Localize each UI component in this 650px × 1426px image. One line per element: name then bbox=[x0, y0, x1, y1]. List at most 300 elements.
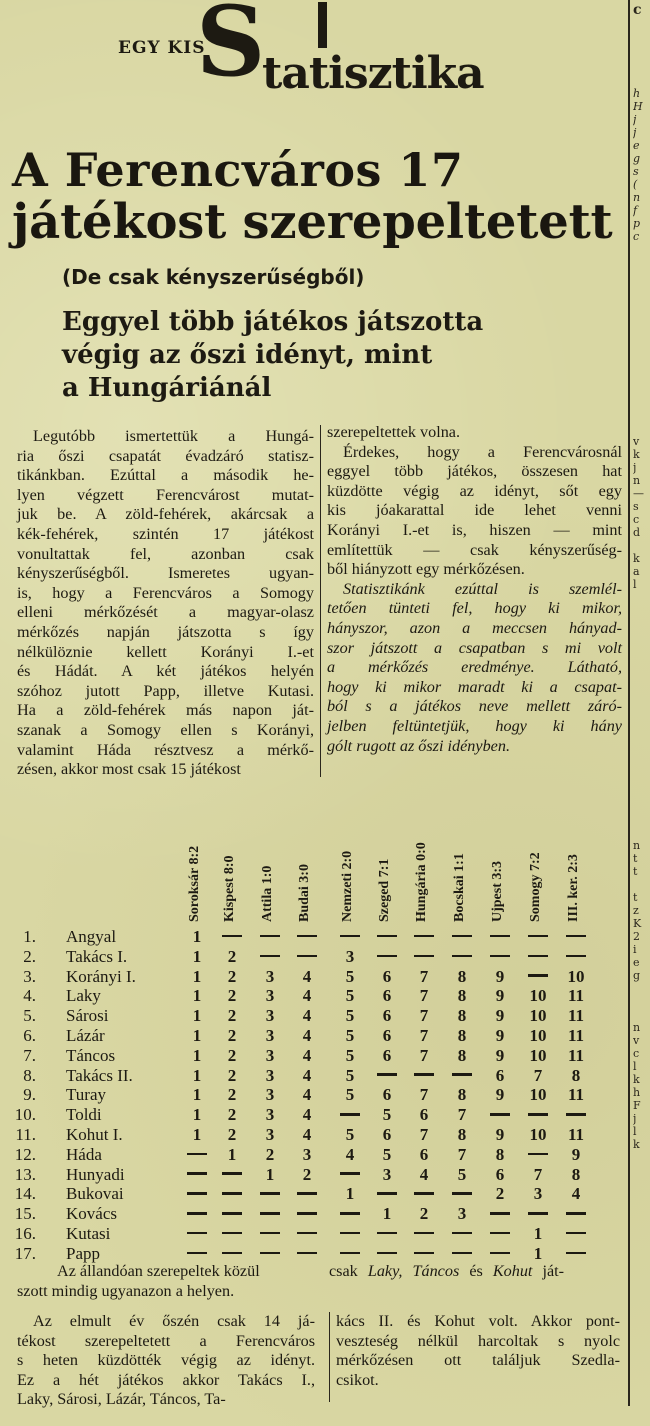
appearance-count: 1 bbox=[192, 1065, 202, 1085]
dash-mark bbox=[490, 955, 510, 958]
text-line: Korányi I.-et is, hiszen — mint bbox=[327, 520, 622, 539]
table-row bbox=[0, 1006, 628, 1026]
absent-dash bbox=[409, 927, 439, 947]
appearance-count: 7 bbox=[419, 1026, 429, 1045]
masthead-kicker-word: tatisztika bbox=[262, 48, 484, 99]
dash-mark bbox=[566, 1252, 586, 1255]
appearance-count: 7 bbox=[533, 1065, 543, 1085]
appearance-count: 8 bbox=[571, 1164, 581, 1184]
dash-mark bbox=[452, 1073, 472, 1076]
appearance-count: 8 bbox=[457, 1125, 467, 1144]
appearance-count: 8 bbox=[457, 966, 467, 986]
player-name: Lázár bbox=[66, 1026, 105, 1045]
row-number: 3. bbox=[23, 966, 36, 986]
text-line: kék-fehérek, szintén 17 játékost bbox=[17, 524, 314, 543]
row-number: 13. bbox=[14, 1164, 36, 1184]
text-line: hányszor, azon a meccsen hányad- bbox=[327, 618, 622, 637]
text-line: valamint Háda résztvesz a mérkő- bbox=[17, 740, 314, 759]
appearance-count: 6 bbox=[382, 1006, 392, 1026]
text-line: s heten küzdötték végig az idényt. bbox=[17, 1351, 315, 1370]
dash-mark bbox=[452, 955, 472, 958]
column-header-label: Hungária 0:0 bbox=[414, 842, 429, 922]
dash-mark bbox=[187, 1252, 207, 1255]
appearance-count: 2 bbox=[227, 1026, 237, 1045]
column-header bbox=[299, 822, 315, 922]
absent-dash bbox=[409, 1184, 439, 1204]
appearance-count: 2 bbox=[227, 966, 237, 986]
neighbor-fragment: n bbox=[633, 191, 641, 204]
masthead-kicker-small: EGY KIS bbox=[118, 38, 206, 58]
absent-dash bbox=[255, 927, 285, 947]
absent-dash bbox=[182, 1184, 212, 1204]
player-name: Kohut I. bbox=[66, 1125, 123, 1144]
appearance-count: 9 bbox=[495, 1125, 505, 1144]
text-line: nélkülöznie kellett Korányi I.-et bbox=[17, 642, 314, 661]
neighbor-fragment: n bbox=[633, 839, 641, 852]
absent-dash bbox=[447, 927, 477, 947]
absent-dash bbox=[217, 1165, 247, 1185]
neighbor-fragment: l bbox=[633, 1060, 637, 1073]
player-name: Laky bbox=[66, 986, 101, 1006]
appearance-count: 7 bbox=[457, 1144, 467, 1164]
neighbor-fragment: l bbox=[633, 1125, 637, 1138]
absent-dash bbox=[447, 947, 477, 967]
text-line: szor játszott a csapatban s mi volt bbox=[327, 638, 622, 657]
text-line: Az elmult év őszén csak 14 já- bbox=[33, 1312, 315, 1330]
table-row bbox=[0, 1066, 628, 1086]
neighbor-fragment: l bbox=[633, 578, 637, 591]
appearance-count: 3 bbox=[265, 966, 275, 986]
column-header-label: Attila 1:0 bbox=[260, 865, 275, 922]
column-header-label: Budai 3:0 bbox=[297, 864, 312, 922]
appearance-count: 7 bbox=[419, 1045, 429, 1065]
neighbor-fragment: n bbox=[633, 474, 641, 487]
note-text: Az állandóan szerepeltek közül bbox=[57, 1262, 260, 1280]
absent-dash bbox=[292, 1244, 322, 1264]
table-row bbox=[0, 1224, 628, 1244]
absent-dash bbox=[485, 947, 515, 967]
appearance-count: 2 bbox=[227, 1085, 237, 1105]
appearance-count: 2 bbox=[227, 1045, 237, 1065]
dash-mark bbox=[414, 1252, 434, 1255]
appearance-count: 7 bbox=[457, 1105, 467, 1125]
row-number: 6. bbox=[23, 1026, 36, 1045]
appearance-count: 4 bbox=[302, 986, 312, 1006]
player-name: Bukovai bbox=[66, 1184, 124, 1204]
absent-dash bbox=[372, 947, 402, 967]
deck bbox=[62, 306, 483, 405]
appearance-count: 3 bbox=[302, 1144, 312, 1164]
dash-mark bbox=[377, 1073, 397, 1076]
dash-mark bbox=[452, 1232, 472, 1235]
absent-dash bbox=[523, 1105, 553, 1125]
neighbor-fragment: k bbox=[633, 448, 640, 461]
column-header bbox=[262, 822, 278, 922]
body-column-left bbox=[17, 427, 314, 780]
dash-mark bbox=[377, 955, 397, 958]
absent-dash bbox=[561, 1204, 591, 1224]
appearance-count: 11 bbox=[567, 1026, 585, 1045]
neighbor-column-fragment bbox=[633, 0, 650, 1426]
appearance-count: 1 bbox=[533, 1224, 543, 1243]
appearance-count: 1 bbox=[192, 1045, 202, 1065]
table-row bbox=[0, 967, 628, 987]
dash-mark bbox=[528, 974, 548, 977]
column-header bbox=[342, 822, 358, 922]
appearance-count: 1 bbox=[265, 1164, 275, 1184]
dash-mark bbox=[260, 1232, 280, 1235]
appearance-count: 4 bbox=[302, 1065, 312, 1085]
absent-dash bbox=[523, 1204, 553, 1224]
column-header-label: Ujpest 3:3 bbox=[490, 860, 505, 922]
dash-mark bbox=[414, 935, 434, 938]
neighbor-fragment: e bbox=[633, 139, 640, 152]
row-number: 15. bbox=[14, 1204, 36, 1224]
text-line: Statisztikánk ezúttal is szemlél- bbox=[343, 579, 622, 598]
neighbor-fragment: f bbox=[633, 204, 638, 217]
appearance-count: 10 bbox=[529, 1125, 547, 1144]
neighbor-fragment: v bbox=[633, 435, 640, 448]
player-name: Takács II. bbox=[66, 1065, 133, 1085]
neighbor-fragment: p bbox=[633, 217, 641, 230]
appearance-count: 3 bbox=[457, 1204, 467, 1224]
appearance-count: 5 bbox=[345, 1026, 355, 1045]
text-line: gólt rugott az őszi idényben. bbox=[327, 736, 511, 755]
footer-column-left bbox=[17, 1312, 315, 1410]
absent-dash bbox=[561, 1244, 591, 1264]
appearance-count: 2 bbox=[227, 1065, 237, 1085]
absent-dash bbox=[372, 927, 402, 947]
dash-mark bbox=[297, 955, 317, 958]
row-number: 10. bbox=[14, 1105, 36, 1125]
appearance-count: 10 bbox=[529, 986, 547, 1006]
dash-mark bbox=[187, 1232, 207, 1235]
dash-mark bbox=[452, 1252, 472, 1255]
appearance-count: 8 bbox=[457, 1006, 467, 1026]
neighbor-fragment: — bbox=[633, 487, 644, 500]
dash-mark bbox=[340, 1172, 360, 1175]
neighbor-fragment: c bbox=[633, 2, 642, 18]
dash-mark bbox=[187, 1172, 207, 1175]
table-row bbox=[0, 947, 628, 967]
text-line: is, hogy a Ferencváros a Somogy bbox=[17, 583, 314, 602]
table-row bbox=[0, 1145, 628, 1165]
column-rule-bottom bbox=[329, 1312, 330, 1402]
column-header bbox=[530, 822, 546, 922]
appearance-count: 11 bbox=[567, 1085, 585, 1105]
column-header bbox=[568, 822, 584, 922]
dash-mark bbox=[377, 1232, 397, 1235]
appearance-count: 4 bbox=[345, 1144, 355, 1164]
table-note-line-1b bbox=[329, 1262, 570, 1282]
appearance-count: 10 bbox=[567, 966, 585, 986]
appearance-count: 1 bbox=[192, 1006, 202, 1026]
appearance-count: 2 bbox=[302, 1164, 312, 1184]
appearance-count: 5 bbox=[345, 966, 355, 986]
column-header bbox=[416, 822, 432, 922]
appearance-count: 2 bbox=[227, 1125, 237, 1144]
dash-mark bbox=[566, 935, 586, 938]
neighbor-fragment: t bbox=[633, 865, 638, 878]
absent-dash bbox=[217, 927, 247, 947]
player-name: Kutasi bbox=[66, 1224, 111, 1243]
row-number: 8. bbox=[23, 1065, 36, 1085]
neighbor-fragment: a bbox=[633, 565, 640, 578]
appearance-count: 2 bbox=[419, 1204, 429, 1224]
table-row bbox=[0, 1085, 628, 1105]
appearance-count: 8 bbox=[457, 1085, 467, 1105]
appearance-count: 4 bbox=[302, 1085, 312, 1105]
row-number: 9. bbox=[23, 1085, 36, 1105]
table-row bbox=[0, 1184, 628, 1204]
appearance-count: 5 bbox=[382, 1144, 392, 1164]
body-column-right bbox=[327, 423, 622, 756]
text-line: Ha a zöld-fehérek más napon ját- bbox=[17, 701, 314, 720]
text-line: ből hiányzott egy mérkőzésen. bbox=[327, 560, 525, 579]
text-line: eggyel több játékos, összesen hat bbox=[327, 462, 622, 481]
dash-mark bbox=[260, 1252, 280, 1255]
appearance-count: 5 bbox=[345, 1006, 355, 1026]
player-name: Háda bbox=[66, 1144, 102, 1164]
appearance-count: 1 bbox=[192, 1105, 202, 1125]
row-number: 7. bbox=[23, 1045, 36, 1065]
appearance-count: 9 bbox=[571, 1144, 581, 1164]
appearance-count: 7 bbox=[419, 986, 429, 1006]
appearance-count: 1 bbox=[533, 1243, 543, 1263]
neighbor-fragment: k bbox=[633, 1073, 640, 1086]
neighbor-fragment-group-3 bbox=[633, 840, 641, 1152]
neighbor-fragment: z bbox=[633, 904, 639, 917]
appearance-count: 4 bbox=[302, 1045, 312, 1065]
neighbor-fragment-group-2 bbox=[633, 436, 644, 592]
dash-mark bbox=[260, 935, 280, 938]
player-name: Kovács bbox=[66, 1204, 117, 1224]
absent-dash bbox=[335, 1165, 365, 1185]
dash-mark bbox=[377, 1192, 397, 1195]
player-name: Angyal bbox=[66, 927, 117, 946]
text-line: szerepeltettek volna. bbox=[327, 423, 461, 441]
neighbor-fragment: s bbox=[633, 500, 639, 513]
appearance-count: 10 bbox=[529, 1026, 547, 1045]
absent-dash bbox=[485, 1244, 515, 1264]
absent-dash bbox=[292, 947, 322, 967]
note-text: csak bbox=[329, 1262, 358, 1280]
neighbor-fragment: ( bbox=[633, 178, 638, 191]
absent-dash bbox=[447, 1066, 477, 1086]
text-line: csikot. bbox=[336, 1370, 379, 1389]
column-header-label: Kispest 8:0 bbox=[222, 855, 237, 922]
absent-dash bbox=[182, 1244, 212, 1264]
absent-dash bbox=[372, 1244, 402, 1264]
table-note-line-2: szott mindig ugyanazon a helyen. bbox=[17, 1282, 235, 1300]
appearance-count: 4 bbox=[302, 1105, 312, 1125]
dash-mark bbox=[490, 1212, 510, 1215]
dash-mark bbox=[452, 1192, 472, 1195]
text-line: jelben feltüntetjük, hogy ki hány bbox=[327, 716, 622, 735]
dash-mark bbox=[222, 1212, 242, 1215]
table-row bbox=[0, 1105, 628, 1125]
absent-dash bbox=[485, 1105, 515, 1125]
neighbor-fragment: h bbox=[633, 1086, 641, 1099]
text-line: kényszerűségből. Ismeretes ugyan- bbox=[17, 564, 314, 583]
column-header bbox=[492, 822, 508, 922]
appearance-count: 3 bbox=[265, 1065, 275, 1085]
absent-dash bbox=[372, 1184, 402, 1204]
text-line: tetően tünteti fel, hogy ki mikor, bbox=[327, 599, 622, 618]
dash-mark bbox=[222, 935, 242, 938]
appearance-count: 9 bbox=[495, 1045, 505, 1065]
dash-mark bbox=[528, 935, 548, 938]
appearance-count: 3 bbox=[382, 1164, 392, 1184]
appearance-count: 5 bbox=[345, 1045, 355, 1065]
absent-dash bbox=[561, 1105, 591, 1125]
appearance-count: 4 bbox=[302, 1006, 312, 1026]
dash-mark bbox=[414, 1073, 434, 1076]
dash-mark bbox=[297, 1192, 317, 1195]
appearance-count: 3 bbox=[265, 1026, 275, 1045]
neighbor-fragment bbox=[633, 996, 641, 1009]
column-header bbox=[379, 822, 395, 922]
text-line: tékost szerepeltetett a Ferencváros bbox=[17, 1331, 315, 1350]
absent-dash bbox=[255, 1184, 285, 1204]
appearance-count: 1 bbox=[192, 1125, 202, 1144]
neighbor-fragment bbox=[633, 983, 641, 996]
absent-dash bbox=[485, 1224, 515, 1244]
neighbor-fragment: j bbox=[633, 1112, 637, 1125]
text-line: küzdötte végig az idényt, sőt egy bbox=[327, 481, 622, 500]
neighbor-fragment: i bbox=[633, 943, 637, 956]
table-row bbox=[0, 1244, 628, 1264]
appearance-count: 10 bbox=[529, 1085, 547, 1105]
text-line: hogy ki mikor maradt ki a csapat- bbox=[327, 677, 622, 696]
dash-mark bbox=[297, 1252, 317, 1255]
dash-mark bbox=[297, 1212, 317, 1215]
table-row bbox=[0, 1026, 628, 1046]
text-line: Legutóbb ismertettük a Hungá- bbox=[33, 427, 314, 445]
text-line: és Hádát. A két játékos helyén bbox=[17, 662, 314, 681]
appearance-count: 6 bbox=[382, 966, 392, 986]
appearance-count: 2 bbox=[227, 986, 237, 1006]
player-name: Papp bbox=[66, 1243, 100, 1263]
row-number: 16. bbox=[14, 1224, 36, 1243]
neighbor-fragment: t bbox=[633, 891, 638, 904]
appearance-count: 5 bbox=[345, 1085, 355, 1105]
appearance-count: 4 bbox=[419, 1164, 429, 1184]
appearance-count: 8 bbox=[457, 1026, 467, 1045]
text-line: mérkőzésen ott találjuk Szedla- bbox=[336, 1351, 620, 1370]
appearance-count: 1 bbox=[192, 927, 202, 946]
appearance-count: 11 bbox=[567, 1006, 585, 1026]
dash-mark bbox=[187, 1153, 207, 1156]
appearance-count: 3 bbox=[265, 1125, 275, 1144]
absent-dash bbox=[255, 1244, 285, 1264]
dash-mark bbox=[528, 1113, 548, 1116]
column-header bbox=[454, 822, 470, 922]
text-line: Érdekes, hogy a Ferencvárosnál bbox=[343, 442, 622, 461]
neighbor-fragment: t bbox=[633, 852, 638, 865]
note-player-name: Laky, bbox=[367, 1262, 403, 1280]
text-line: szanak a Somogy ellen s Korányi, bbox=[17, 720, 314, 739]
text-line: ria őszi csapatát évadzáró statisz- bbox=[17, 446, 314, 465]
absent-dash bbox=[255, 1224, 285, 1244]
table-row bbox=[0, 986, 628, 1006]
appearance-count: 10 bbox=[529, 1045, 547, 1065]
absent-dash bbox=[372, 1224, 402, 1244]
dash-mark bbox=[260, 955, 280, 958]
appearance-count: 7 bbox=[533, 1164, 543, 1184]
row-number: 12. bbox=[14, 1144, 36, 1164]
neighbor-fragment: c bbox=[633, 513, 640, 526]
appearance-count: 1 bbox=[192, 946, 202, 966]
appearance-count: 2 bbox=[227, 1105, 237, 1125]
appearance-count: 1 bbox=[227, 1144, 237, 1164]
absent-dash bbox=[217, 1204, 247, 1224]
absent-dash bbox=[335, 927, 365, 947]
appearance-count: 4 bbox=[571, 1184, 581, 1204]
text-line: juk be. A zöld-fehérek, akárcsak a bbox=[17, 505, 314, 524]
column-header-label: Soroksár 8:2 bbox=[187, 845, 202, 922]
neighbor-fragment: H bbox=[633, 100, 643, 113]
absent-dash bbox=[292, 1224, 322, 1244]
text-line: kács II. és Kohut volt. Akkor pont- bbox=[336, 1312, 620, 1330]
neighbor-fragment: j bbox=[633, 126, 637, 139]
neighbor-fragment: s bbox=[633, 165, 639, 178]
appearance-count: 7 bbox=[419, 1006, 429, 1026]
appearance-count: 6 bbox=[419, 1144, 429, 1164]
appearance-count: 5 bbox=[457, 1164, 467, 1184]
dash-mark bbox=[297, 935, 317, 938]
dash-mark bbox=[414, 955, 434, 958]
dash-mark bbox=[222, 1192, 242, 1195]
deck-line: Eggyel több játékos játszotta bbox=[62, 307, 484, 337]
row-number: 11. bbox=[15, 1125, 36, 1144]
dash-mark bbox=[452, 935, 472, 938]
column-header-label: III. ker. 2:3 bbox=[566, 854, 581, 922]
appearance-count: 8 bbox=[571, 1065, 581, 1085]
player-name: Sárosi bbox=[66, 1006, 109, 1026]
footer-column-right bbox=[336, 1312, 620, 1390]
headline-line-1: A Ferencváros 17 bbox=[12, 143, 464, 197]
dash-mark bbox=[222, 1172, 242, 1175]
appearance-count: 4 bbox=[302, 966, 312, 986]
appearance-count: 2 bbox=[227, 1006, 237, 1026]
appearance-count: 6 bbox=[495, 1065, 505, 1085]
neighbor-fragment: K bbox=[633, 917, 642, 930]
appearance-count: 6 bbox=[382, 1085, 392, 1105]
appearance-count: 6 bbox=[382, 1125, 392, 1144]
appearance-count: 1 bbox=[345, 1184, 355, 1204]
appearance-count: 2 bbox=[227, 946, 237, 966]
row-number: 4. bbox=[23, 986, 36, 1006]
absent-dash bbox=[335, 1105, 365, 1125]
absent-dash bbox=[372, 1066, 402, 1086]
absent-dash bbox=[335, 1204, 365, 1224]
neighbor-fragment: c bbox=[633, 230, 640, 243]
neighbor-fragment: h bbox=[633, 87, 641, 100]
text-line: szóhoz jutott Papp, illetve Kutasi. bbox=[17, 681, 314, 700]
appearance-count: 1 bbox=[192, 1085, 202, 1105]
appearance-count: 6 bbox=[382, 1045, 392, 1065]
appearance-count: 7 bbox=[419, 966, 429, 986]
dash-mark bbox=[490, 935, 510, 938]
column-header bbox=[224, 822, 240, 922]
player-name: Turay bbox=[66, 1085, 106, 1105]
appearance-count: 3 bbox=[265, 1105, 275, 1125]
neighbor-fragment: j bbox=[633, 461, 637, 474]
dash-mark bbox=[222, 1232, 242, 1235]
appearance-count: 6 bbox=[382, 1026, 392, 1045]
column-header-label: Szeged 7:1 bbox=[377, 858, 392, 922]
